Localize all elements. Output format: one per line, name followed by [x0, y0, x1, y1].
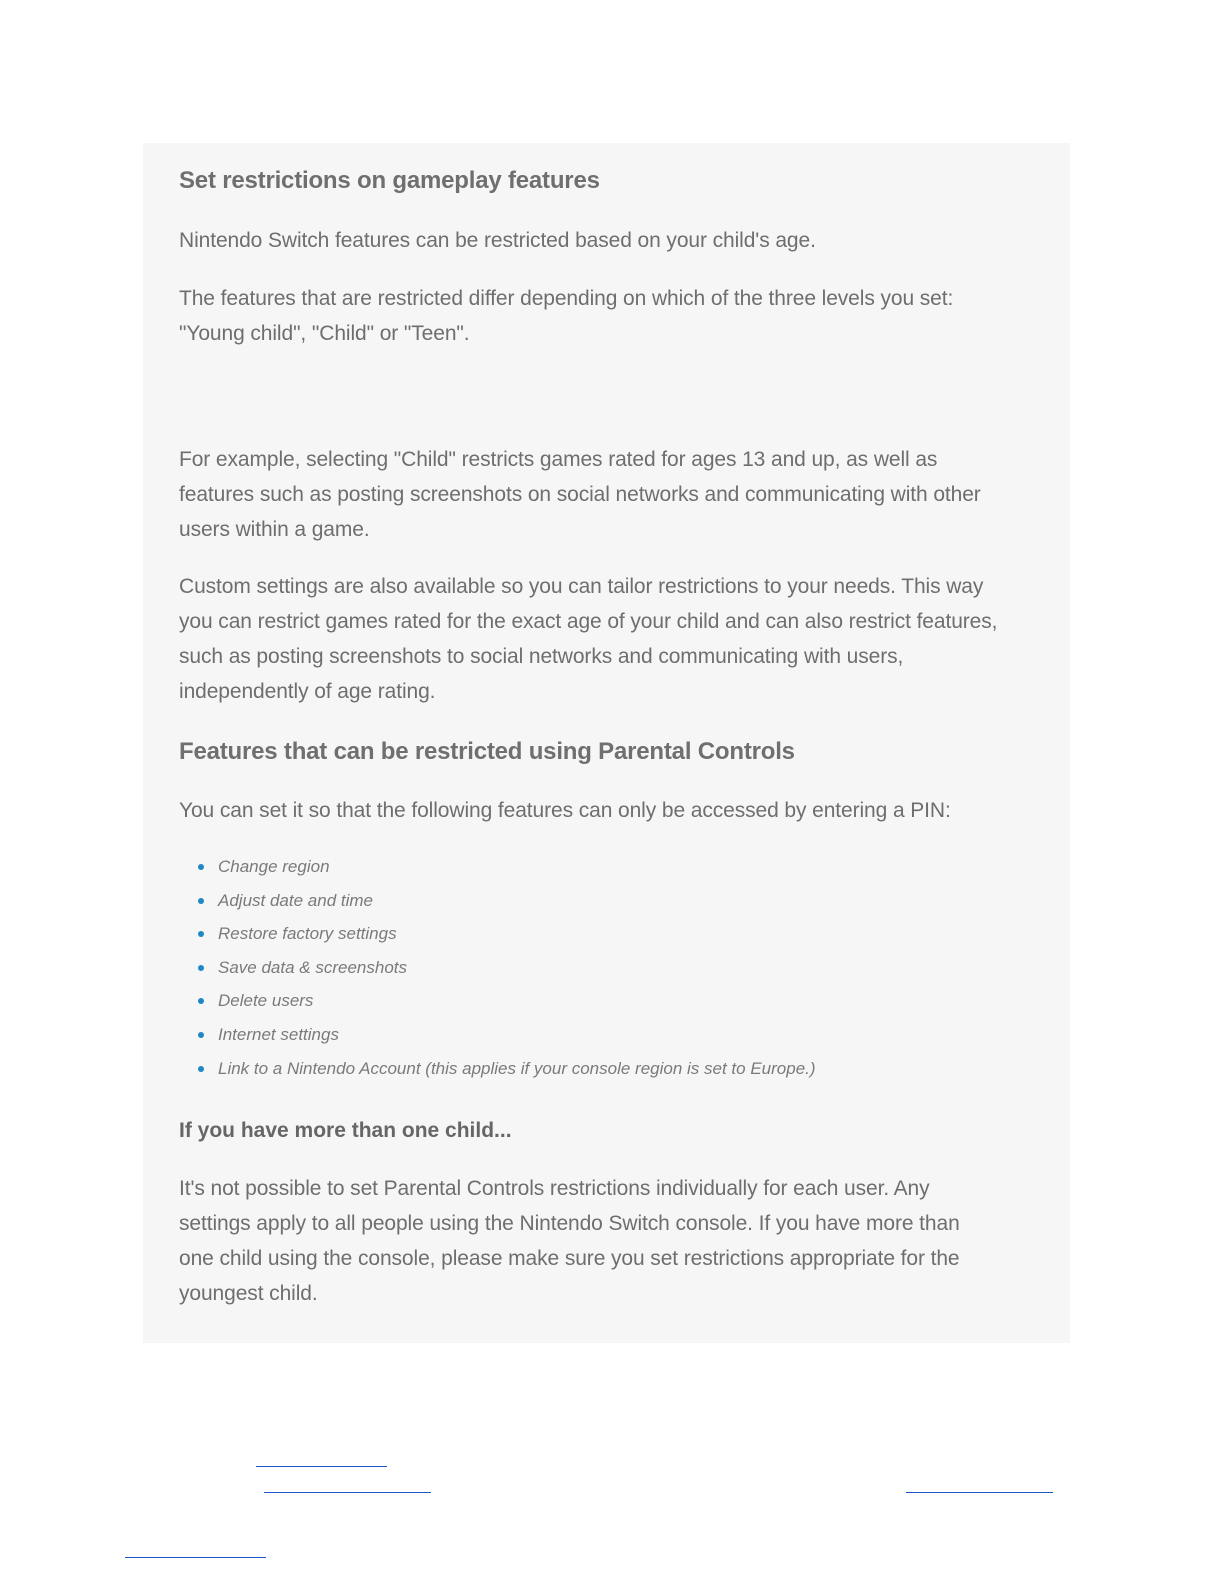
levels-paragraph-line: "Young child", "Child" or "Teen". [179, 322, 470, 345]
bullet-icon [198, 965, 204, 971]
content-panel [143, 143, 1070, 1343]
custom-paragraph-line: such as posting screenshots to social networks and communicating with users, [179, 645, 904, 668]
features-title: Features that can be restricted using Parental Controls [179, 738, 795, 765]
custom-paragraph-line: Custom settings are also available so you can tailor restrictions to your needs. This way [179, 575, 984, 598]
list-item [179, 917, 816, 951]
bullet-icon [198, 864, 204, 870]
features-intro: You can set it so that the following features can only be accessed by entering a PIN: [179, 799, 951, 822]
list-item-label: Restore factory settings [218, 924, 397, 944]
list-item-label: Link to a Nintendo Account (this applies if your console region is set to Europe.) [218, 1058, 816, 1078]
link-underline[interactable] [256, 1466, 387, 1467]
intro-paragraph: Nintendo Switch features can be restricted based on your child's age. [179, 229, 816, 252]
list-item [179, 984, 816, 1018]
list-item [179, 884, 816, 918]
bullet-icon [198, 998, 204, 1004]
list-item [179, 850, 816, 884]
multiple-children-paragraph-line: It's not possible to set Parental Controls restrictions individually for each user. Any [179, 1177, 930, 1200]
bullet-icon [198, 1066, 204, 1072]
bullet-icon [198, 898, 204, 904]
bullet-icon [198, 1032, 204, 1038]
section-title: Set restrictions on gameplay features [179, 167, 600, 194]
levels-paragraph-line: The features that are restricted differ depending on which of the three levels you set: [179, 287, 954, 310]
list-item [179, 1018, 816, 1052]
custom-paragraph-line: you can restrict games rated for the exact age of your child and can also restrict features, [179, 610, 998, 633]
multiple-children-paragraph-line: one child using the console, please make sure you set restrictions appropriate for the [179, 1247, 960, 1270]
list-item-label: Adjust date and time [218, 890, 373, 910]
link-underline[interactable] [906, 1492, 1053, 1493]
bullet-icon [198, 931, 204, 937]
list-item-label: Delete users [218, 991, 314, 1011]
example-paragraph-line: features such as posting screenshots on social networks and communicating with other [179, 483, 981, 506]
example-paragraph-line: For example, selecting "Child" restricts games rated for ages 13 and up, as well as [179, 448, 938, 471]
link-underline[interactable] [125, 1557, 266, 1558]
link-underline[interactable] [264, 1492, 431, 1493]
list-item-label: Internet settings [218, 1024, 339, 1044]
pin-feature-list [179, 850, 816, 1085]
list-item [179, 951, 816, 985]
list-item-label: Change region [218, 857, 330, 876]
multiple-children-paragraph-line: settings apply to all people using the Nintendo Switch console. If you have more than [179, 1212, 960, 1235]
list-item-label: Save data & screenshots [218, 957, 408, 977]
multiple-children-title: If you have more than one child... [179, 1119, 512, 1142]
custom-paragraph-line: independently of age rating. [179, 680, 436, 703]
multiple-children-paragraph-line: youngest child. [179, 1282, 318, 1305]
example-paragraph-line: users within a game. [179, 518, 370, 541]
list-item [179, 1052, 816, 1086]
